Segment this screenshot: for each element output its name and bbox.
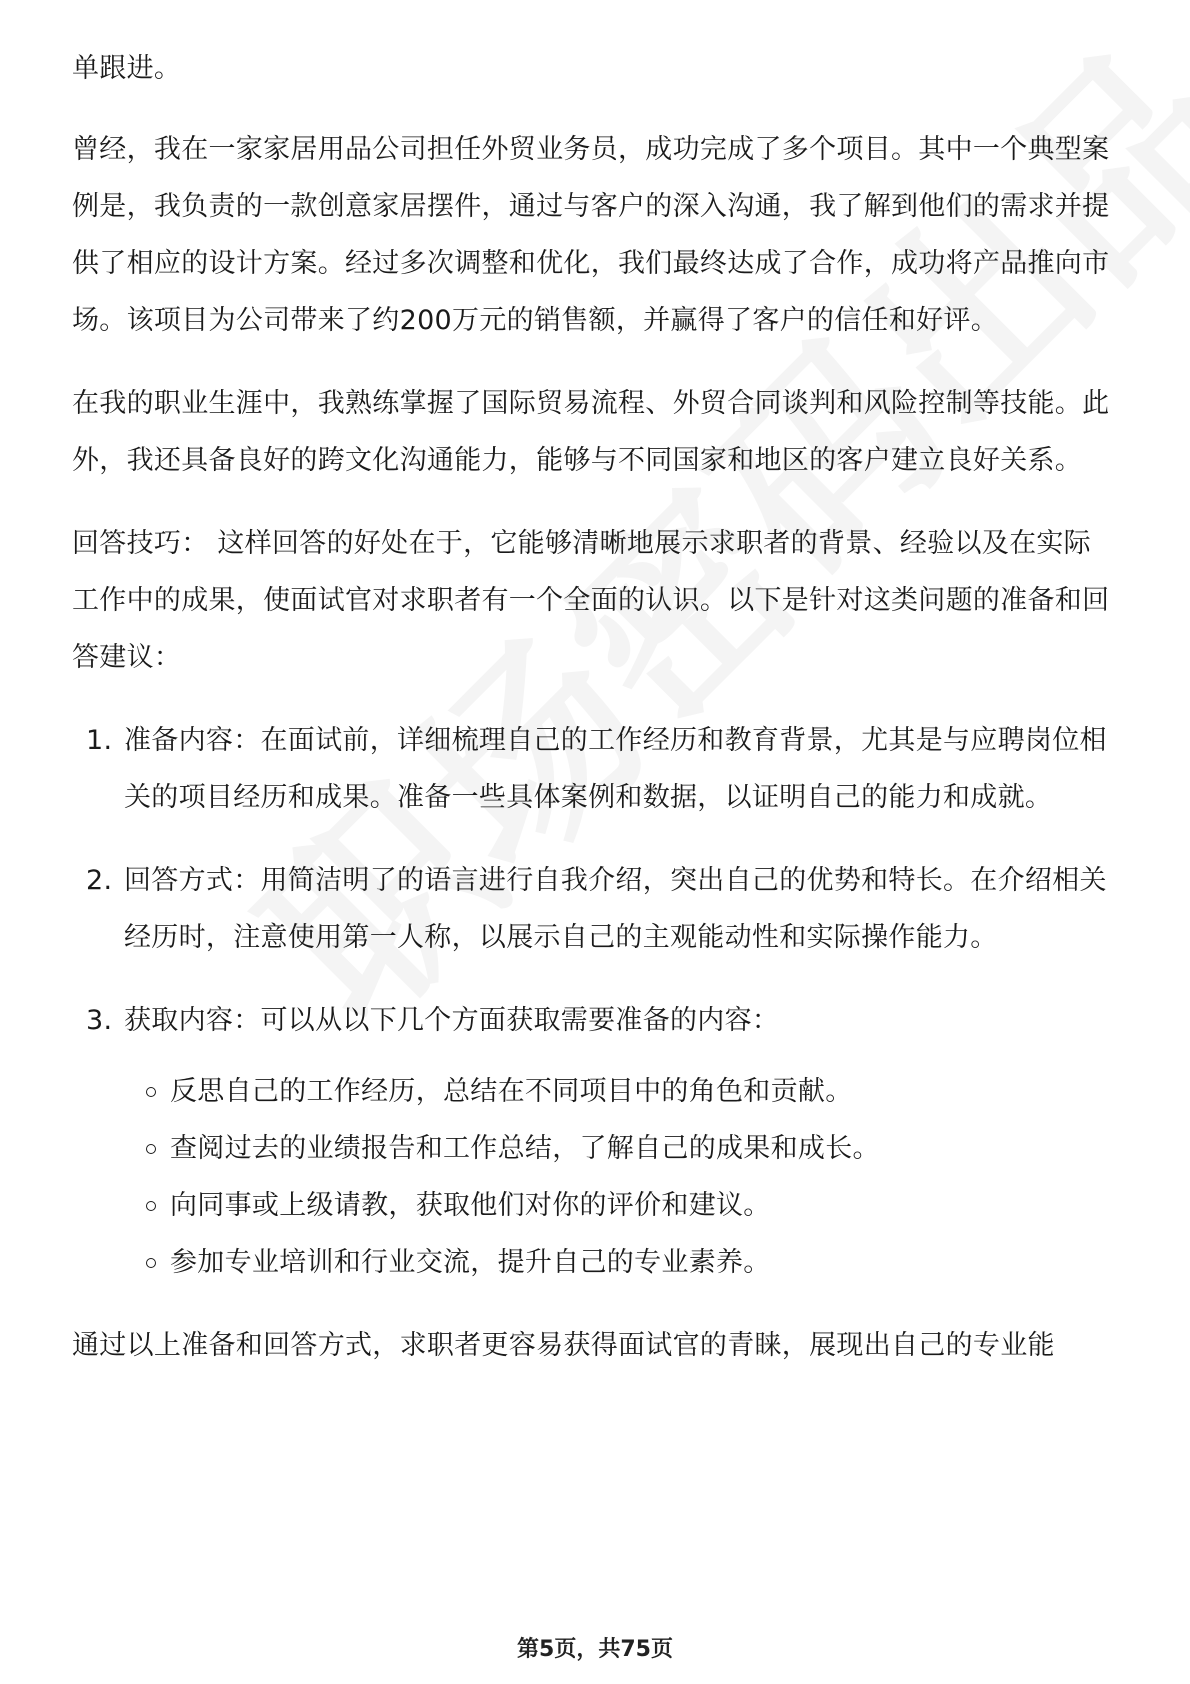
paragraph-case-example: 曾经，我在一家家居用品公司担任外贸业务员，成功完成了多个项目。其中一个典型案例是，我负责的一款创意家居摆件，通过与客户的深入沟通，我了解到他们的需求并提供了相应的设计方案。经过多次调整和优化，我们最终达成了合作，成功将产品推向市场。该项目为公司带来了约200万元的销售额，并赢得了客户的信任和好评。: [72, 134, 1110, 336]
page-content: [72, 40, 1118, 1400]
page-number-footer: 第5页，共75页: [517, 1637, 673, 1662]
bullet-icon: [146, 1087, 156, 1097]
bullet-text: 向同事或上级请教，获取他们对你的评价和建议。: [170, 1190, 771, 1221]
list-item: [72, 712, 1118, 826]
bullet-text: 参加专业培训和行业交流，提升自己的专业素养。: [170, 1247, 771, 1278]
list-item-text: 获取内容：可以从以下几个方面获取需要准备的内容：: [124, 1005, 780, 1036]
paragraph-answer-tips: 回答技巧： 这样回答的好处在于，它能够清晰地展示求职者的背景、经验以及在实际工作中的成果，使面试官对求职者有一个全面的认识。以下是针对这类问题的准备和回答建议：: [72, 528, 1110, 673]
paragraph-closing: 通过以上准备和回答方式，求职者更容易获得面试官的青睐，展现出自己的专业能: [72, 1330, 1055, 1361]
list-item-text: 准备内容：在面试前，详细梳理自己的工作经历和教育背景，尤其是与应聘岗位相关的项目经历和成果。准备一些具体案例和数据，以证明自己的能力和成就。: [124, 725, 1107, 813]
list-item-text: 回答方式：用简洁明了的语言进行自我介绍，突出自己的优势和特长。在介绍相关经历时，注意使用第一人称，以展示自己的主观能动性和实际操作能力。: [124, 865, 1107, 953]
list-number: 1.: [86, 725, 113, 756]
bullet-text: 反思自己的工作经历，总结在不同项目中的角色和贡献。: [170, 1076, 853, 1107]
bullet-list: [124, 1063, 1118, 1291]
bullet-item: [124, 1234, 1118, 1291]
bullet-icon: [146, 1144, 156, 1154]
bullet-item: [124, 1177, 1118, 1234]
bullet-item: [124, 1063, 1118, 1120]
list-item: [72, 992, 1118, 1291]
numbered-list: [72, 712, 1118, 1291]
bullet-text: 查阅过去的业绩报告和工作总结，了解自己的成果和成长。: [170, 1133, 880, 1164]
list-item: [72, 852, 1118, 966]
bullet-icon: [146, 1201, 156, 1211]
paragraph-skills: 在我的职业生涯中，我熟练掌握了国际贸易流程、外贸合同谈判和风险控制等技能。此外，我还具备良好的跨文化沟通能力，能够与不同国家和地区的客户建立良好关系。: [72, 388, 1110, 476]
list-number: 3.: [86, 1005, 113, 1036]
list-number: 2.: [86, 865, 113, 896]
paragraph-continued: 单跟进。: [72, 53, 182, 84]
bullet-item: [124, 1120, 1118, 1177]
bullet-icon: [146, 1258, 156, 1268]
